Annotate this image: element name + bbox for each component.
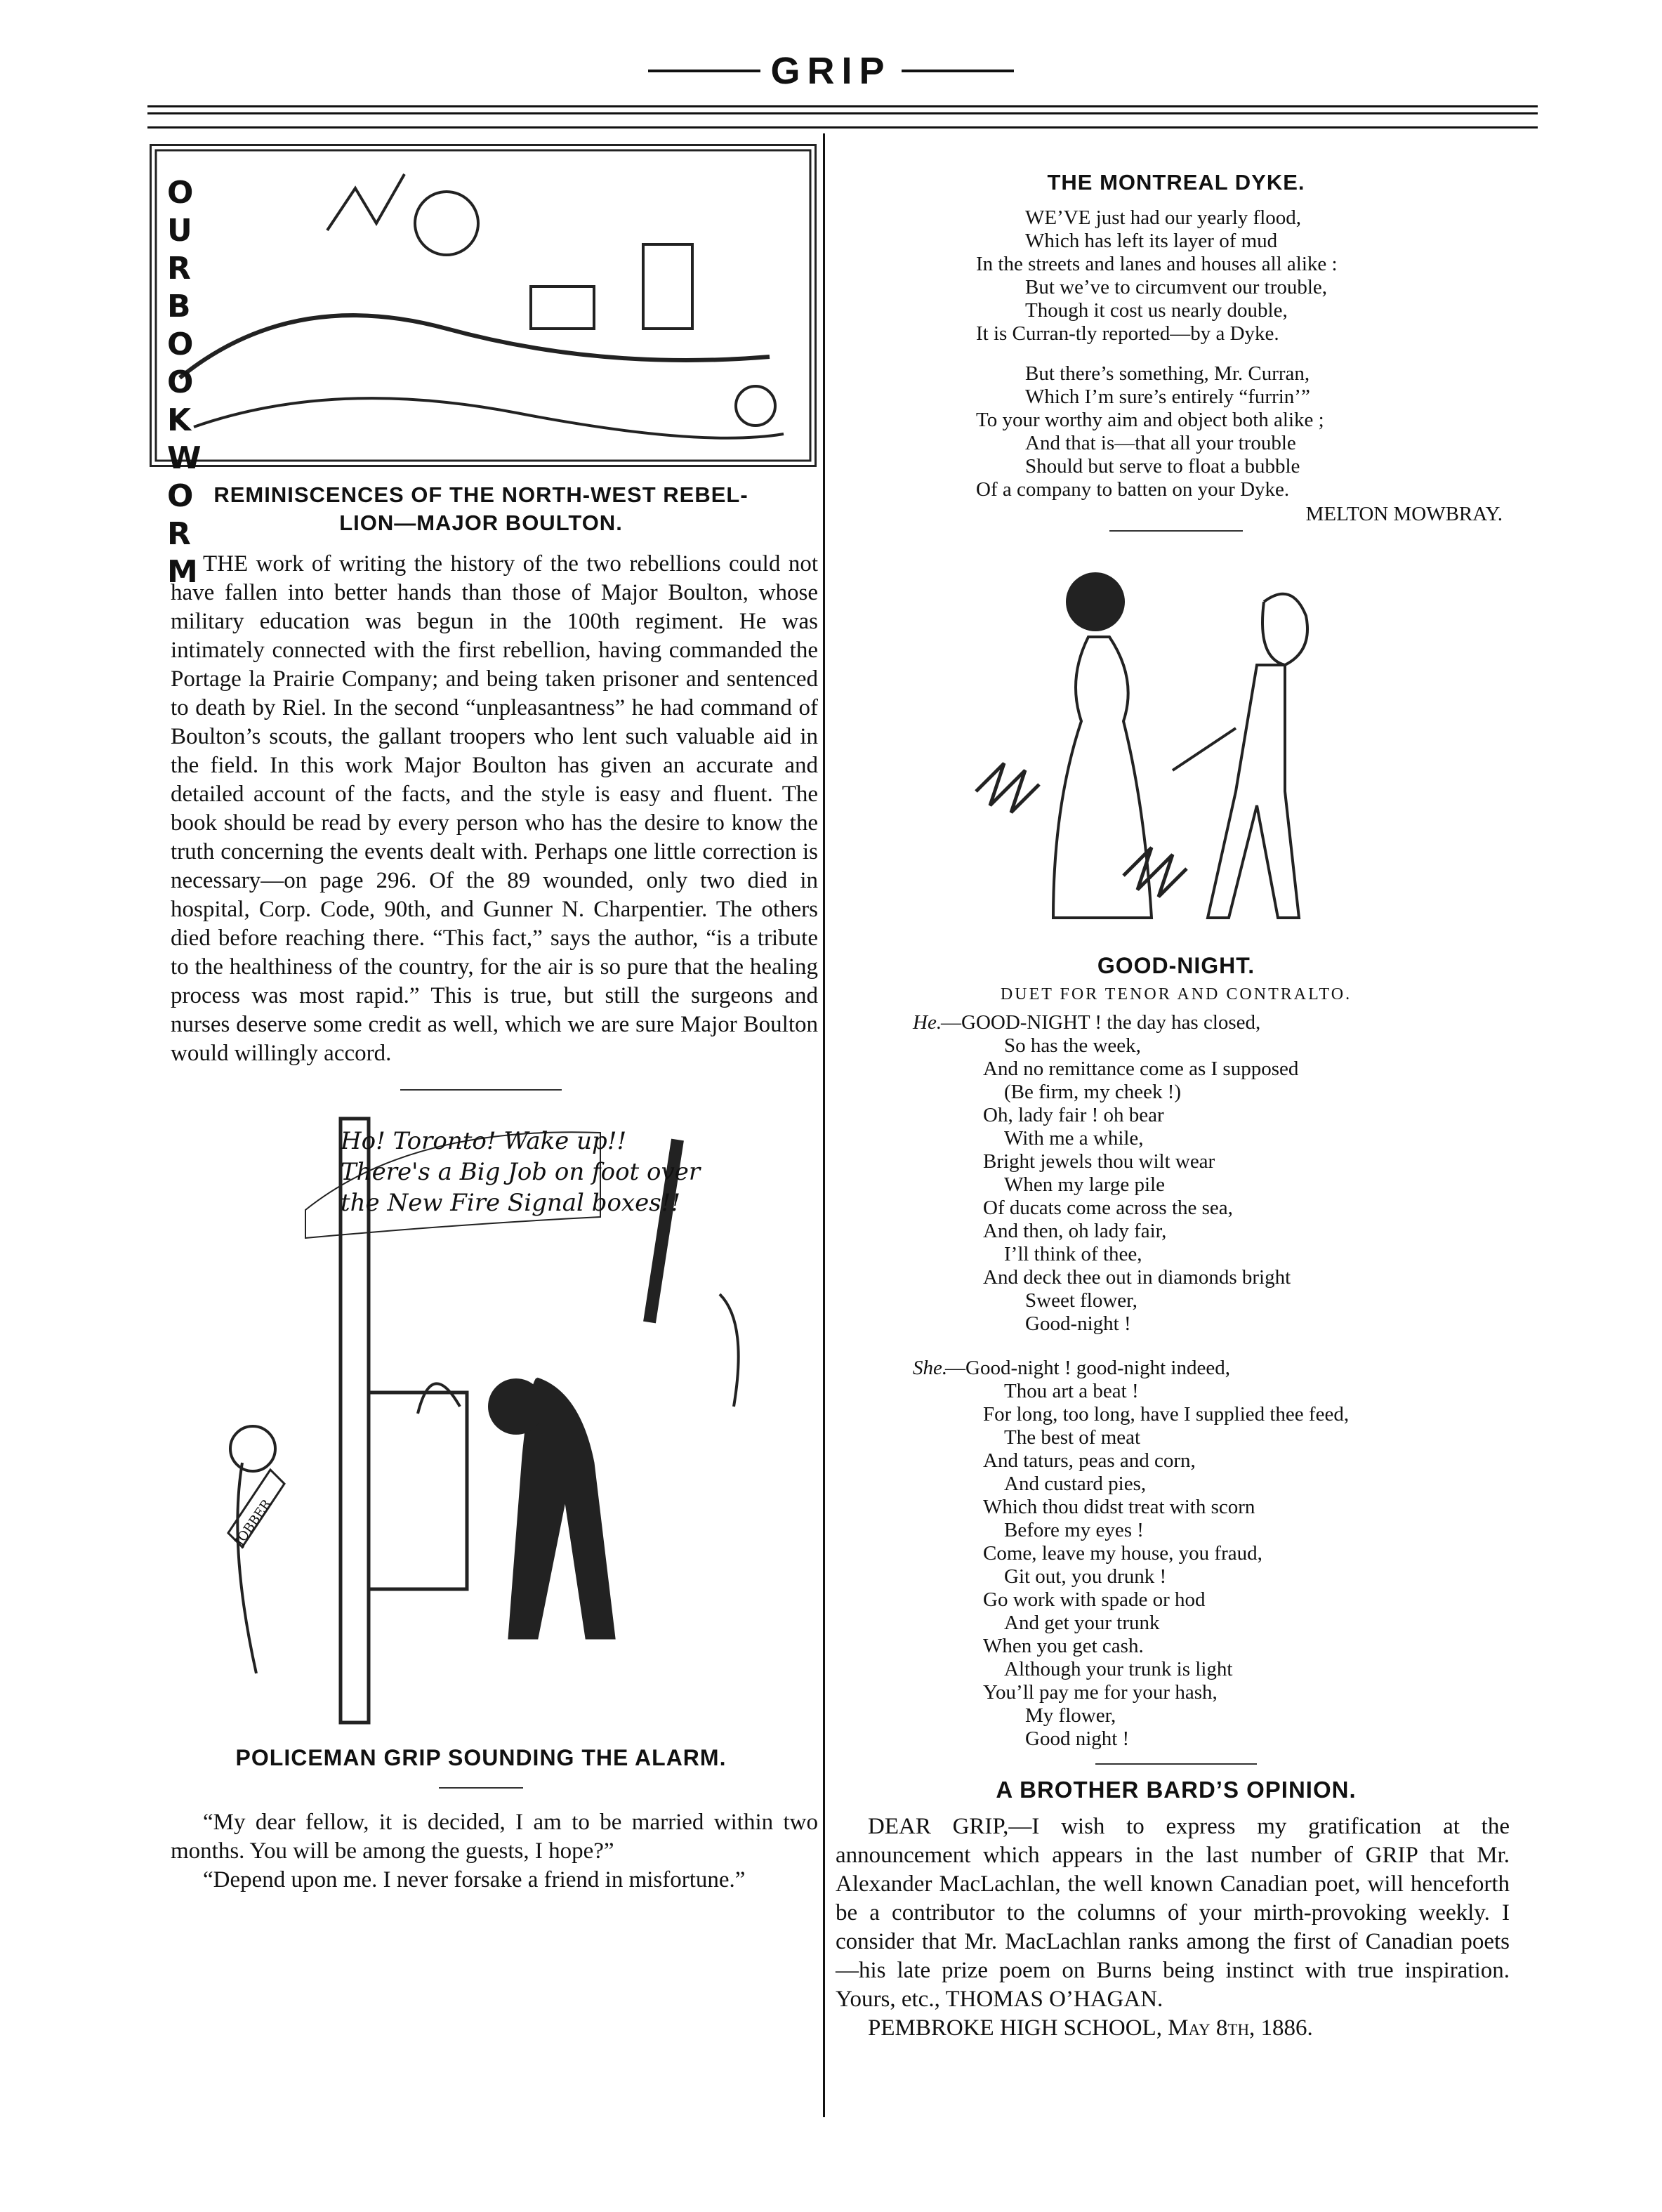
article1-title-line1: REMINISCENCES OF THE NORTH-WEST REBEL- <box>213 482 748 507</box>
he-line: Good-night ! <box>1025 1312 1131 1335</box>
she-line: And get your trunk <box>1004 1612 1160 1634</box>
poem2-title: GOOD-NIGHT. <box>1097 953 1255 978</box>
poem1-s2-line: Which I’m sure’s entirely “furrin’” <box>1025 386 1310 408</box>
poem1-s2-line: But there’s something, Mr. Curran, <box>1025 362 1310 385</box>
column-divider <box>823 133 825 2117</box>
he-line: When my large pile <box>1004 1173 1165 1196</box>
masthead <box>0 49 1662 93</box>
article-separator <box>400 1089 562 1091</box>
speech-bubble <box>341 1126 700 1218</box>
poem2-he <box>836 1011 1517 1336</box>
letter-separator <box>1095 1763 1257 1765</box>
she-line: Thou art a beat ! <box>1004 1380 1139 1402</box>
joke-separator <box>439 1787 523 1789</box>
right-column <box>836 169 1517 2043</box>
speech-line3: the New Fire Signal boxes!! <box>341 1189 681 1217</box>
letter-title: A BROTHER BARD’S OPINION. <box>996 1777 1357 1803</box>
poem1-stanza1 <box>836 206 1517 345</box>
good-night-cartoon <box>962 560 1397 939</box>
poem1-stanza2 <box>836 362 1517 501</box>
he-line: So has the week, <box>1004 1034 1141 1057</box>
she-line: Which thou didst treat with scorn <box>983 1496 1255 1518</box>
joke <box>144 1808 818 1895</box>
article1-body <box>144 550 818 1068</box>
good-night-drawing <box>962 560 1397 939</box>
poem1-s2-line: Of a company to batten on your Dyke. <box>976 478 1290 501</box>
poem1-s1-line: Though it cost us nearly double, <box>1025 299 1288 322</box>
speech-line1: Ho! Toronto! Wake up!! <box>341 1127 627 1155</box>
he-line: With me a while, <box>1004 1127 1144 1150</box>
letter-body <box>836 1812 1517 2043</box>
poem-separator <box>1109 530 1243 532</box>
he-line: (Be firm, my cheek !) <box>1004 1081 1182 1103</box>
letter-dateline: PEMBROKE HIGH SCHOOL, May 8th, 1886. <box>868 2015 1313 2041</box>
poem1-s1-line: Which has left its layer of mud <box>1025 230 1278 252</box>
she-line: For long, too long, have I supplied thee feed, <box>983 1403 1350 1426</box>
she-line: —Good-night ! good-night indeed, <box>945 1357 1230 1379</box>
she-line: When you get cash. <box>983 1635 1144 1657</box>
policeman-cartoon <box>186 1112 804 1737</box>
article1-paragraph: THE work of writing the history of the two rebellions could not have fallen into better hands than those of Major Boulton, whose military education was begun in the 100th regiment. He was intimately connected with the first rebellion, having commanded the Portage la Prairie Company; and being taken prisoner and sentenced to death by Riel. In the second “unpleasantness” he had command of Boulton’s scouts, the gallant troopers who lent such valuable aid in the field. In this work Major Boulton has given an accurate and detailed account of the facts, and the style is easy and fluent. The book should be read by every person who has the desire to know the truth concerning the events dealt with. Perhaps one little correction is necessary—on page 296. Of the 89 wounded, only two died in hospital, Corp. Code, 90th, and Gunner N. Charpentier. The others died before reaching there. “This fact,” says the author, “is a tribute to the healthiness of the country, for the air is so pure that the healing process was most rapid.” This is true, but still the surgeons and nurses deserve some credit as well, which we are sure Major Boulton would willingly accord. <box>171 551 818 1066</box>
poem1-s1-line: WE’VE just had our yearly flood, <box>1025 206 1302 229</box>
she-line: And custard pies, <box>1004 1473 1147 1495</box>
masthead-rule-right <box>902 70 1014 72</box>
she-line: Good night ! <box>1025 1727 1130 1750</box>
header-rule-top <box>147 105 1538 107</box>
she-label: She. <box>913 1357 948 1379</box>
bookworm-drawing <box>152 146 814 465</box>
she-line: And taturs, peas and corn, <box>983 1449 1196 1472</box>
left-column <box>144 144 818 1895</box>
article1-title <box>144 481 818 537</box>
letter-paragraph: DEAR GRIP,—I wish to express my gratification at the announcement which appears in the last number of GRIP that Mr. Alexander MacLachlan, the well known Canadian poet, will henceforth be a contributor to the columns of your mirth-provoking weekly. I consider that Mr. MacLachlan ranks among the first of Canadian poets—his late prize poem on Burns being instinct with true inspiration. Yours, etc., THOMAS O’HAGAN. <box>836 1814 1510 2012</box>
header-rule-bottom <box>147 126 1538 129</box>
he-line: Oh, lady fair ! oh bear <box>983 1104 1164 1126</box>
speech-line2: There's a Big Job on foot over <box>341 1158 701 1186</box>
she-line: Git out, you drunk ! <box>1004 1565 1167 1588</box>
masthead-title: GRIP <box>770 50 892 92</box>
she-line: Although your trunk is light <box>1004 1658 1233 1680</box>
he-line: Of ducats come across the sea, <box>983 1197 1233 1219</box>
she-line: My flower, <box>1025 1704 1116 1727</box>
poem1-s1-line: But we’ve to circumvent our trouble, <box>1025 276 1328 298</box>
he-line: Sweet flower, <box>1025 1289 1137 1312</box>
poem1-s1-line: In the streets and lanes and houses all alike : <box>976 253 1338 275</box>
poem1-s2-line: To your worthy aim and object both alike ; <box>976 409 1324 431</box>
article1-title-line2: LION—MAJOR BOULTON. <box>339 511 623 535</box>
masthead-rule-left <box>648 70 760 72</box>
he-line: —GOOD-NIGHT ! the day has closed, <box>941 1011 1261 1034</box>
jobber-sign: JOBBER <box>232 1496 275 1549</box>
she-line: You’ll pay me for your hash, <box>983 1681 1218 1704</box>
poem1-s1-line: It is Curran-tly reported—by a Dyke. <box>976 322 1279 345</box>
poem2-subtitle: DUET FOR TENOR AND CONTRALTO. <box>1000 985 1352 1003</box>
she-line: Go work with spade or hod <box>983 1588 1206 1611</box>
cartoon-caption: POLICEMAN GRIP SOUNDING THE ALARM. <box>235 1745 727 1770</box>
poem1-s2-line: And that is—that all your trouble <box>1025 432 1296 454</box>
she-line: Before my eyes ! <box>1004 1519 1144 1541</box>
he-line: And no remittance come as I supposed <box>983 1058 1299 1080</box>
he-line: And then, oh lady fair, <box>983 1220 1167 1242</box>
he-line: I’ll think of thee, <box>1004 1243 1142 1265</box>
he-line: And deck thee out in diamonds bright <box>983 1266 1291 1289</box>
he-label: He. <box>913 1011 942 1034</box>
bookworm-banner: OUR BOOKWORM <box>167 175 202 590</box>
joke-paragraph2: “Depend upon me. I never forsake a friend in misfortune.” <box>203 1867 746 1892</box>
she-line: The best of meat <box>1004 1426 1141 1449</box>
she-line: Come, leave my house, you fraud, <box>983 1542 1262 1565</box>
poem1-title: THE MONTREAL DYKE. <box>1047 170 1305 195</box>
poem1-s2-line: Should but serve to float a bubble <box>1025 455 1300 478</box>
he-line: Bright jewels thou wilt wear <box>983 1150 1215 1173</box>
header-rule-middle <box>147 112 1538 114</box>
poem1-author: MELTON MOWBRAY. <box>1305 503 1503 525</box>
poem2-she <box>836 1357 1517 1751</box>
joke-paragraph1: “My dear fellow, it is decided, I am to be married within two months. You will be among the guests, I hope?” <box>171 1810 818 1864</box>
